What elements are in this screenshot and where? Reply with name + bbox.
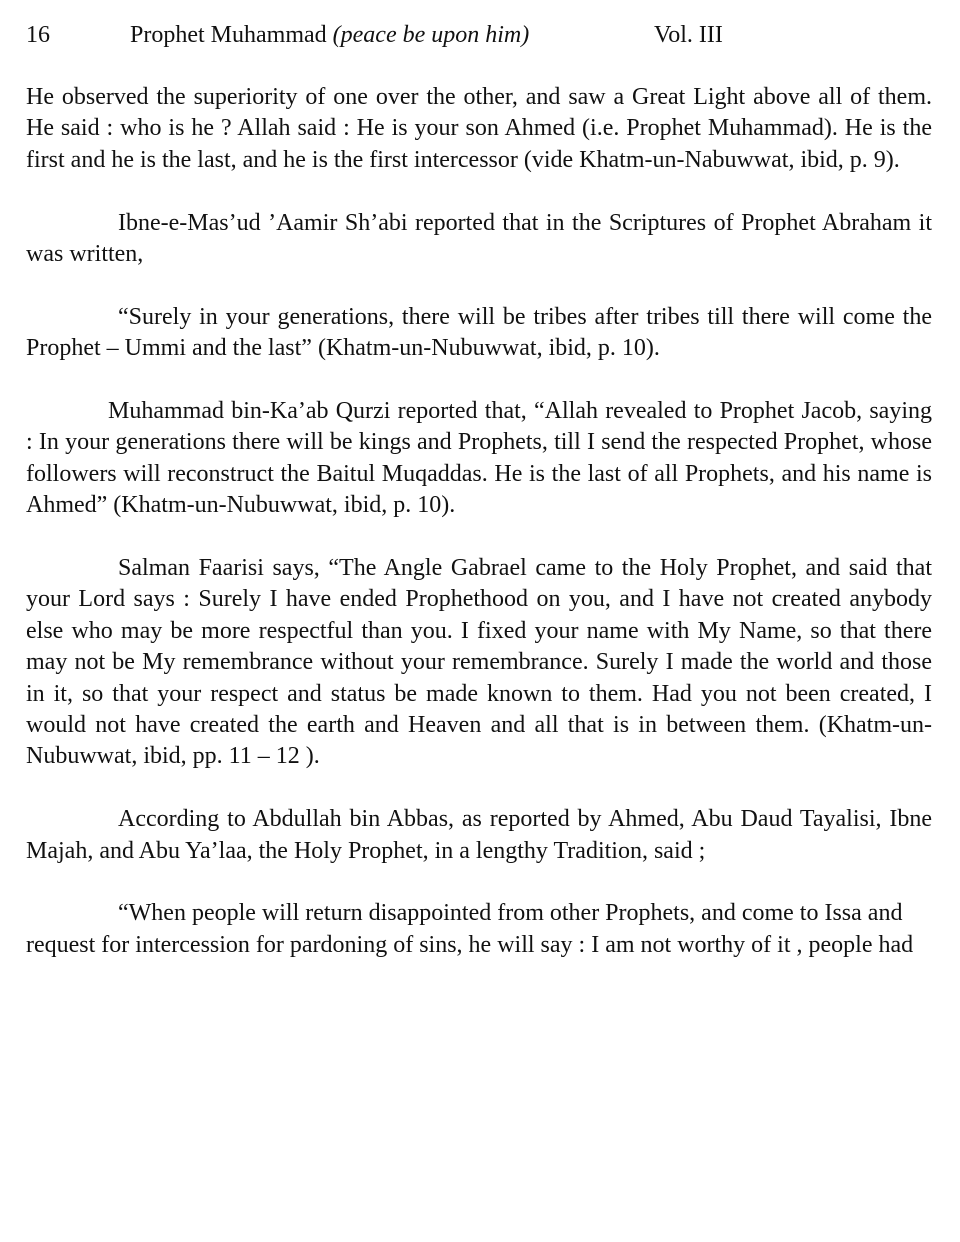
running-title (130, 18, 529, 52)
page-number: 16 (26, 22, 50, 48)
quote-paragraph: “Surely in your generations, there will be tribes after tribes till there will come the Prophet – Ummi and the last” (Khatm-un-Nubuwwat, ibid, p. 10). (26, 303, 932, 362)
paragraph: Ibne-e-Mas’ud ’Aamir Sh’abi reported that in the Scriptures of Prophet Abraham it was written, (26, 209, 932, 268)
paragraph: Salman Faarisi says, “The Angle Gabrael came to the Holy Prophet, and said that your Lord says : Surely I have ended Prophethood on you, and I have not created anybody else who may be more respectful than you. I fixed your name with My Name, so that there may not be My remembrance without your remembrance. Surely I made the world and those in it, so that your respect and status be made known to them. Had you not been created, I would not have created the earth and Heaven and all that is in between them. (Khatm-un-Nubuwwat, ibid, pp. 11 – 12 ). (26, 555, 932, 770)
page-header (26, 18, 932, 52)
quote-paragraph: “When people will return disappointed from other Prophets, and come to Issa and request for intercession for pardoning of sins, he will say : I am not worthy of it , people had (26, 900, 914, 958)
paragraph: He observed the superiority of one over the other, and saw a Great Light above all of them. He said : who is he ? Allah said : He is your son Ahmed (i.e. Prophet Muhammad). He is the first and he is the last, and he is the first intercessor (vide Khatm-un-Nabuwwat, ibid, p. 9). (26, 84, 932, 173)
body-text (26, 82, 932, 993)
paragraph: According to Abdullah bin Abbas, as reported by Ahmed, Abu Daud Tayalisi, Ibne Majah, and Abu Ya’laa, the Holy Prophet, in a lengthy Tradition, said ; (26, 806, 932, 864)
running-title-italic: (peace be upon him) (332, 22, 530, 48)
volume-label: Vol. III (654, 22, 723, 48)
running-title-plain: Prophet Muhammad (130, 22, 327, 48)
paragraph: Muhammad bin-Ka’ab Qurzi reported that, “Allah revealed to Prophet Jacob, saying : In your generations there will be kings and Prophets, till I send the respected Prophet, whose followers will reconstruct the Baitul Muqaddas. He is the last of all Prophets, and his name is Ahmed” (Khatm-un-Nubuwwat, ibid, p. 10). (26, 398, 932, 519)
